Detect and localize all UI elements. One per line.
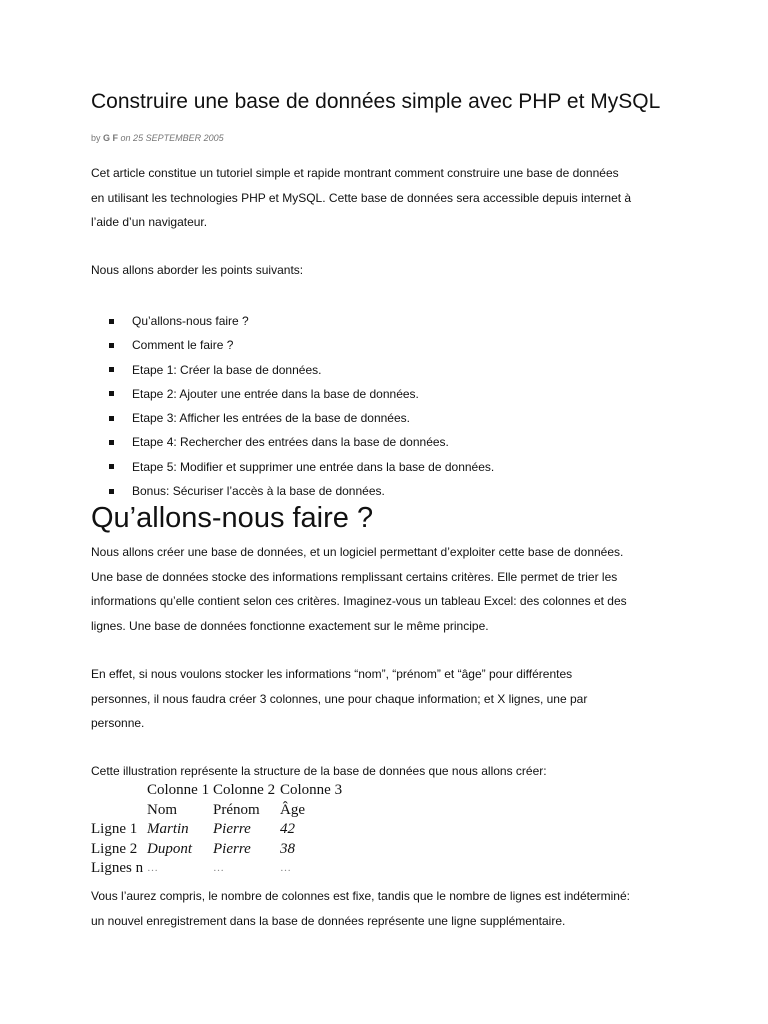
db-cell: … xyxy=(213,862,224,875)
db-cell: Pierre xyxy=(213,821,251,838)
intro-paragraph xyxy=(91,161,681,235)
db-cell: … xyxy=(147,862,158,875)
conclusion-paragraph xyxy=(91,884,681,933)
bullet-icon xyxy=(109,319,114,324)
db-field-name: Nom xyxy=(147,801,177,818)
intro-line: l’aide d’un navigateur. xyxy=(91,215,208,229)
byline-author: G F xyxy=(103,133,119,143)
list-item-text: Etape 5: Modifier et supprimer une entrée dans la base de données. xyxy=(132,459,495,474)
paragraph-line: informations qu’elle contient selon ces critères. Imaginez-vous un tableau Excel: des colonnes et des xyxy=(91,594,627,608)
paragraph-line: personnes, il nous faudra créer 3 colonnes, une pour chaque information; et X lignes, une par xyxy=(91,691,588,706)
list-item-text: Etape 2: Ajouter une entrée dans la base de données. xyxy=(132,386,419,401)
bullet-icon xyxy=(109,440,114,445)
byline-by: by xyxy=(91,133,101,143)
list-item xyxy=(91,406,494,430)
section-paragraph-2 xyxy=(91,662,681,736)
db-cell: Pierre xyxy=(213,840,251,857)
list-item-text: Qu’allons-nous faire ? xyxy=(132,314,249,328)
paragraph-line: En effet, si nous voulons stocker les informations “nom”, “prénom” et “âge” pour différentes xyxy=(91,667,573,681)
list-item xyxy=(91,309,494,333)
byline xyxy=(91,133,224,143)
db-field-name: Âge xyxy=(280,801,305,818)
db-row-label: Ligne 1 xyxy=(91,821,138,838)
list-item xyxy=(91,333,494,357)
paragraph-line: Nous allons créer une base de données, et un logiciel permettant d’exploiter cette base de données. xyxy=(91,545,624,559)
list-item-text: Etape 1: Créer la base de données. xyxy=(132,362,322,377)
bullet-icon xyxy=(109,343,114,348)
bullet-icon xyxy=(109,464,114,469)
db-cell: 42 xyxy=(280,821,295,838)
db-cell: Martin xyxy=(147,821,189,838)
list-item-text: Etape 4: Rechercher des entrées dans la base de données. xyxy=(132,435,449,450)
intro-line: Cet article constitue un tutoriel simple et rapide montrant comment construire une base de données xyxy=(91,166,619,180)
bullet-icon xyxy=(109,489,114,494)
db-column-header: Colonne 2 xyxy=(213,782,276,798)
list-item xyxy=(91,455,494,479)
paragraph-line: Vous l’aurez compris, le nombre de colonnes est fixe, tandis que le nombre de lignes est indéterminé: xyxy=(91,889,630,903)
list-item-text: Comment le faire ? xyxy=(132,338,234,353)
db-column-header: Colonne 1 xyxy=(147,782,210,798)
list-item-text: Etape 3: Afficher les entrées de la base de données. xyxy=(132,411,410,426)
section-heading: Qu’allons-nous faire ? xyxy=(91,502,374,534)
section-paragraph-1 xyxy=(91,540,681,638)
paragraph-line: Une base de données stocke des informations remplissant certains critères. Elle permet de trier les xyxy=(91,569,618,584)
bullet-icon xyxy=(109,416,114,421)
db-column-header: Colonne 3 xyxy=(280,782,343,798)
paragraph-line: personne. xyxy=(91,716,145,730)
db-cell: Dupont xyxy=(147,840,192,857)
db-cell: 38 xyxy=(280,840,295,857)
bullet-icon xyxy=(109,391,114,396)
list-item xyxy=(91,358,494,382)
points-intro: Nous allons aborder les points suivants: xyxy=(91,263,304,277)
list-item-text: Bonus: Sécuriser l’accès à la base de données. xyxy=(132,484,385,499)
db-cell: … xyxy=(280,862,291,875)
points-list xyxy=(91,309,494,503)
paragraph-line: un nouvel enregistrement dans la base de données représente une ligne supplémentaire. xyxy=(91,913,566,928)
bullet-icon xyxy=(109,367,114,372)
list-item xyxy=(91,382,494,406)
db-row-label: Lignes n xyxy=(91,860,144,877)
article-title: Construire une base de données simple avec PHP et MySQL xyxy=(91,90,661,113)
list-item xyxy=(91,430,494,454)
db-field-name: Prénom xyxy=(213,801,260,818)
illustration-intro: Cette illustration représente la structure de la base de données que nous allons créer: xyxy=(91,764,547,778)
byline-date: on 25 SEPTEMBER 2005 xyxy=(120,133,224,143)
paragraph-line: lignes. Une base de données fonctionne exactement sur le même principe. xyxy=(91,618,489,633)
intro-line: en utilisant les technologies PHP et MySQL. Cette base de données sera accessible depuis internet à xyxy=(91,190,632,205)
db-row-label: Ligne 2 xyxy=(91,840,138,857)
